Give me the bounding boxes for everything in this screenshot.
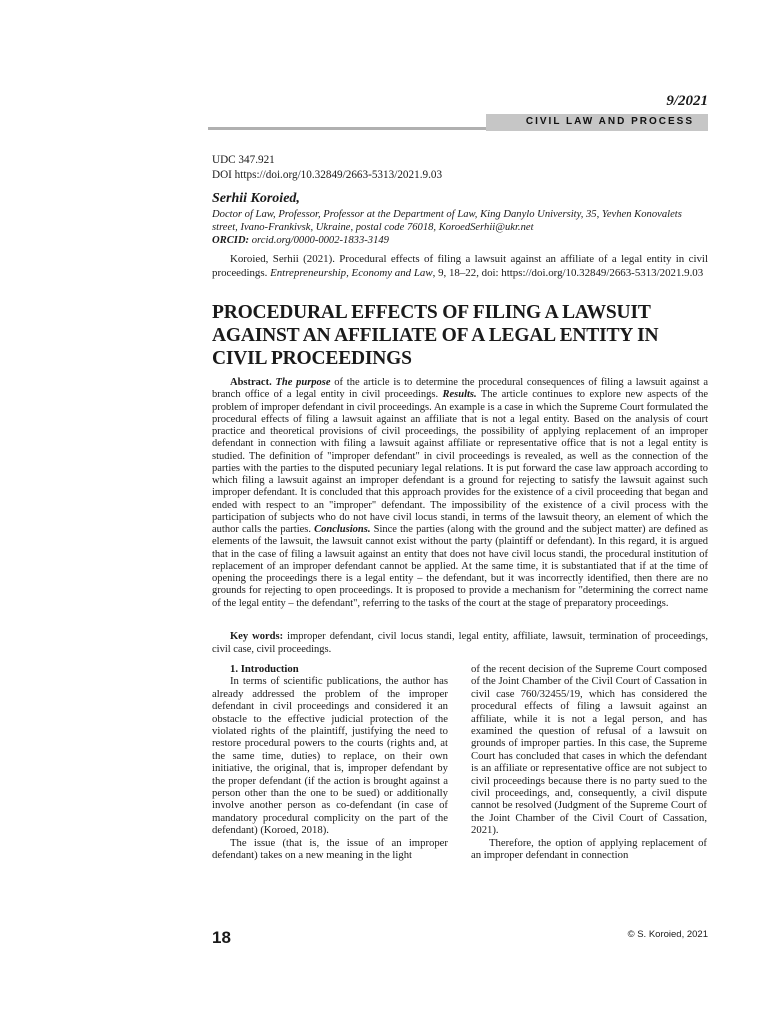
conclusions-label: Conclusions. <box>314 524 371 535</box>
citation-journal: Entrepreneurship, Economy and Law <box>270 266 433 279</box>
keywords-text: improper defendant, civil locus standi, legal entity, affiliate, lawsuit, termination of proceedings, civil case, civil proceedings. <box>212 631 709 655</box>
keywords <box>212 631 708 656</box>
citation <box>212 253 708 280</box>
section-label-box <box>486 114 708 131</box>
body-column-left <box>212 663 448 862</box>
author-affiliation: Doctor of Law, Professor, Professor at the Department of Law, King Danylo University, 35, Yevhen Konovalets street, Ivano-Frankivsk, Ukraine, postal code 76018, KoroedSerhii@ukr.net <box>212 209 682 233</box>
purpose-label: The purpose <box>275 377 331 388</box>
doi-link[interactable]: DOI https://doi.org/10.32849/2663-5313/2021.9.03 <box>212 169 443 181</box>
section-label: CIVIL LAW AND PROCESS <box>525 116 694 127</box>
orcid-label: ORCID: <box>212 235 250 246</box>
section-header-bar <box>208 114 708 131</box>
author-orcid <box>212 234 708 247</box>
introduction-heading: 1. Introduction <box>230 663 299 675</box>
orcid-link[interactable]: orcid.org/0000-0002-1833-3149 <box>249 235 389 246</box>
article-title: PROCEDURAL EFFECTS OF FILING A LAWSUIT AGAINST AN AFFILIATE OF A LEGAL ENTITY IN CIVIL PROCEEDINGS <box>212 302 659 369</box>
copyright-notice: © S. Koroied, 2021 <box>627 929 708 940</box>
abstract-label: Abstract. <box>230 377 272 388</box>
body-paragraph: of the recent decision of the Supreme Court composed of the Joint Chamber of the Civil Court of Cassation in civil case 760/32455/19, which has considered the procedural effects of filing a lawsuit against an affiliate, while it is not a legal person, and has examined the question of refusal of a lawsuit on grounds of improper parties. In this case, the Supreme Court has concluded that cases in which the defendant is an affiliate or representative office are not subject to civil proceedings because there is no party sued to the civil proceedings, and, consequently, a civil dispute cannot be resolved (Judgment of the Supreme Court of the Joint Chamber of the Civil Court of Cassation, 2021). <box>471 663 707 837</box>
citation-doi: , 9, 18–22, doi: https://doi.org/10.32849/2663-5313/2021.9.03 <box>432 266 704 279</box>
results-label: Results. <box>442 389 477 401</box>
citation-text: Koroied, Serhii (2021). Procedural effects of filing a lawsuit against an affiliate of a legal entity in civil proceedings. <box>212 253 708 279</box>
purpose-text: of the article is to determine the procedural consequences of filing a lawsuit against a branch office of a legal entity in civil proceedings. <box>212 377 708 401</box>
author-block <box>212 190 708 247</box>
article-meta <box>212 153 708 183</box>
conclusions-text: Since the parties (along with the ground and the subject matter) are defined as elements of the lawsuit, the lawsuit cannot exist without the party (plaintiff or defendant). In this regard, it is argued that in the case of filing a lawsuit against an entity that does not have civil locus standi, the procedural institution of replacement of an improper defendant cannot be applied. At the same time, it is substantiated that if at the time of opening the proceedings there is a legal entity – the defendant, but it was incorrectly identified, then there are no grounds for rejecting to open proceedings. It is proposed to provide a mechanism for "determining the correct name of the legal entity – the defendant", referring to the tasks of the court at the stage of preparatory proceedings. <box>212 524 708 609</box>
results-text: The article continues to explore new aspects of the problem of improper defendant in civil proceedings. An example is a case in which the Supreme Court formulated the procedural effects of filing a lawsuit against an affiliate that is not a legal entity. Based on the analysis of court practice and theoretical provisions of civil proceedings, the possibility of applying replacement of an improper defendant in connection with filing a lawsuit against affiliate or representative office that is not a legal entity is studied. The definition of "improper defendant" in civil proceedings is revealed, as well as the connection of the parties with the parties to the disputed pecuniary legal relations. It is put forward the case law approach according to which filing a lawsuit against an improper defendant is a ground for rejecting to satisfy the lawsuit against such improper defendant. It is concluded that this approach provides for the existence of a civil proceeding that began and ended with respect to an "improper" defendant. The impossibility of the existence of a civil process with the participation of subjects who do not have civil locus standi, in terms of the lawsuit theory, an element of which the author calls the parties. <box>212 389 708 535</box>
body-paragraph: Therefore, the option of applying replacement of an improper defendant in connection <box>471 836 707 862</box>
udc-code: UDC 347.921 <box>212 154 275 166</box>
author-name: Serhii Koroied, <box>212 191 300 206</box>
issue-number: 9/2021 <box>666 93 708 109</box>
body-paragraph: In terms of scientific publications, the author has already addressed the problem of the improper defendant in civil proceedings and considered it an obstacle to the effective judicial protection of the violated rights of the plaintiff, justifying the need to restore procedural powers to the courts (rights and, at the same time, duties) to replace, on their own initiative, the original, that is, improper defendant by the proper defendant (if the action is brought against a person other than the one to be sued) or additionally involve another person as co-defendant (in case of mandatory procedural complicity on the part of the defendant) (Koroed, 2018). <box>212 675 448 837</box>
body-column-right <box>471 663 707 862</box>
page-number: 18 <box>212 928 231 947</box>
body-paragraph: The issue (that is, the issue of an improper defendant) takes on a new meaning in the light <box>212 836 448 862</box>
abstract <box>212 377 708 610</box>
keywords-label: Key words: <box>230 631 284 642</box>
